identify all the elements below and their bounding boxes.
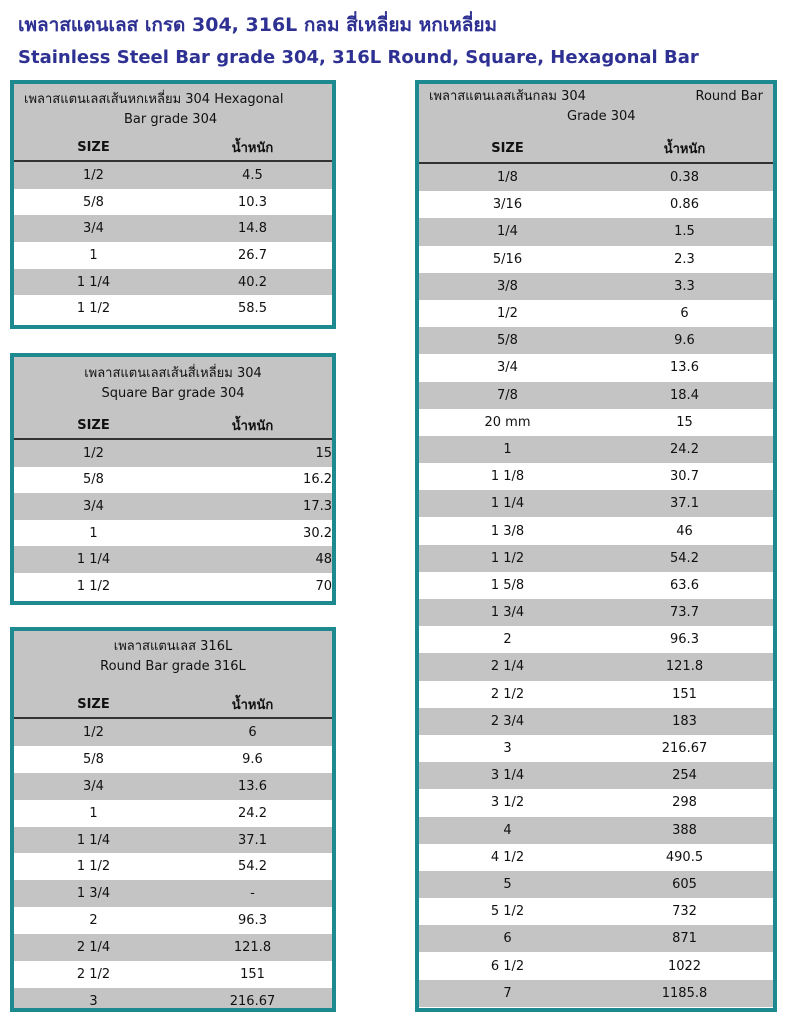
size-cell: 1 bbox=[89, 525, 98, 541]
weight-cell: 24.2 bbox=[670, 441, 699, 457]
weight-cell: 9.6 bbox=[242, 751, 263, 767]
table-header bbox=[14, 691, 332, 719]
table-caption bbox=[419, 84, 773, 134]
weight-cell: 40.2 bbox=[238, 274, 267, 290]
caption-right-label: Round Bar bbox=[695, 89, 763, 104]
weight-cell: 216.67 bbox=[661, 741, 708, 757]
table-row bbox=[14, 746, 332, 773]
weight-cell: 73.7 bbox=[670, 605, 699, 621]
size-cell: 1 1/8 bbox=[490, 469, 525, 485]
weight-cell: 13.6 bbox=[670, 360, 699, 376]
caption-line-2: Grade 304 bbox=[567, 109, 636, 124]
weight-cell: 121.8 bbox=[233, 940, 272, 956]
table-row bbox=[14, 295, 332, 322]
table-row bbox=[419, 218, 773, 245]
size-cell: 2 bbox=[503, 632, 512, 648]
weight-cell: 183 bbox=[672, 713, 697, 729]
weight-cell: 1022 bbox=[667, 958, 702, 974]
table-row bbox=[14, 493, 332, 520]
table-row bbox=[419, 681, 773, 708]
size-cell: 1/8 bbox=[497, 170, 518, 186]
page-title-english: Stainless Steel Bar grade 304, 316L Round, Square, Hexagonal Bar bbox=[18, 47, 699, 68]
size-cell: 2 bbox=[89, 913, 98, 929]
weight-cell: 16.2 bbox=[303, 472, 332, 488]
size-cell: 5 bbox=[503, 876, 512, 892]
caption-line-1: เพลาสแตนเลสเส้นกลม 304 bbox=[429, 89, 586, 104]
weight-cell: 298 bbox=[672, 795, 697, 811]
weight-cell: 4.5 bbox=[242, 167, 263, 183]
weight-cell: 490.5 bbox=[665, 849, 704, 865]
square-bar-table bbox=[10, 353, 336, 605]
caption-line-2: Round Bar grade 316L bbox=[100, 659, 246, 674]
table-header bbox=[14, 134, 332, 162]
table-row bbox=[14, 827, 332, 854]
size-cell: 7 bbox=[503, 985, 512, 1001]
table-row bbox=[14, 215, 332, 242]
size-column-header: SIZE bbox=[77, 417, 110, 433]
weight-cell: 10.3 bbox=[238, 194, 267, 210]
size-cell: 1 bbox=[89, 805, 98, 821]
size-cell: 1 3/8 bbox=[490, 523, 525, 539]
size-cell: 3 bbox=[89, 993, 98, 1009]
weight-cell: 121.8 bbox=[665, 659, 704, 675]
table-row bbox=[419, 490, 773, 517]
table-header bbox=[14, 412, 332, 440]
weight-cell: 26.7 bbox=[238, 247, 267, 263]
size-cell: 1 bbox=[503, 441, 512, 457]
size-cell: 5/8 bbox=[83, 194, 104, 210]
table-row bbox=[419, 463, 773, 490]
size-cell: 2 1/4 bbox=[76, 940, 111, 956]
size-cell: 20 mm bbox=[484, 414, 531, 430]
size-cell: 1 1/4 bbox=[490, 496, 525, 512]
size-cell: 1/2 bbox=[83, 167, 104, 183]
size-cell: 6 1/2 bbox=[490, 958, 525, 974]
table-row bbox=[14, 800, 332, 827]
weight-cell: 58.5 bbox=[238, 301, 267, 317]
size-cell: 1 3/4 bbox=[490, 605, 525, 621]
size-cell: 5/8 bbox=[83, 751, 104, 767]
table-row bbox=[419, 382, 773, 409]
weight-cell: 37.1 bbox=[238, 832, 267, 848]
size-cell: 3 1/4 bbox=[490, 768, 525, 784]
weight-column-header: น้ำหนัก bbox=[231, 697, 274, 713]
table-row bbox=[14, 934, 332, 961]
table-row bbox=[14, 961, 332, 988]
weight-cell: 15 bbox=[315, 445, 332, 461]
table-row bbox=[419, 164, 773, 191]
caption-line-2: Square Bar grade 304 bbox=[101, 386, 245, 401]
table-row bbox=[14, 880, 332, 907]
size-cell: 1 1/4 bbox=[76, 832, 111, 848]
size-cell: 5/8 bbox=[83, 472, 104, 488]
size-cell: 1/4 bbox=[497, 224, 518, 240]
weight-cell: 1185.8 bbox=[661, 985, 708, 1001]
weight-cell: 46 bbox=[676, 523, 693, 539]
table-row bbox=[14, 988, 332, 1012]
caption-line-2: Bar grade 304 bbox=[124, 112, 218, 127]
table-row bbox=[419, 354, 773, 381]
table-row bbox=[14, 269, 332, 296]
table-row bbox=[419, 871, 773, 898]
table-row bbox=[419, 817, 773, 844]
table-caption bbox=[14, 357, 332, 412]
round-bar-304-table bbox=[415, 80, 777, 1012]
table-caption bbox=[14, 631, 332, 691]
weight-cell: 2.3 bbox=[674, 251, 695, 267]
size-cell: 1 3/4 bbox=[76, 886, 111, 902]
table-body bbox=[14, 162, 332, 322]
size-cell: 1 1/2 bbox=[76, 301, 111, 317]
weight-cell: 388 bbox=[672, 822, 697, 838]
size-cell: 1/2 bbox=[83, 445, 104, 461]
hexagonal-bar-table bbox=[10, 80, 336, 329]
table-row bbox=[419, 300, 773, 327]
table-body bbox=[419, 164, 773, 1007]
weight-cell: 6 bbox=[248, 724, 257, 740]
size-cell: 5/8 bbox=[497, 333, 518, 349]
weight-cell: 63.6 bbox=[670, 577, 699, 593]
table-row bbox=[419, 789, 773, 816]
size-cell: 5 1/2 bbox=[490, 904, 525, 920]
caption-line-1: เพลาสแตนเลสเส้นหกเหลี่ยม 304 Hexagonal bbox=[24, 92, 284, 107]
size-cell: 3 1/2 bbox=[490, 795, 525, 811]
size-cell: 1 5/8 bbox=[490, 577, 525, 593]
weight-cell: 54.2 bbox=[670, 550, 699, 566]
weight-cell: 14.8 bbox=[238, 221, 267, 237]
table-row bbox=[14, 520, 332, 547]
table-row bbox=[419, 599, 773, 626]
size-cell: 2 3/4 bbox=[490, 713, 525, 729]
table-row bbox=[419, 762, 773, 789]
weight-column-header: น้ำหนัก bbox=[231, 418, 274, 434]
weight-cell: 6 bbox=[680, 306, 689, 322]
weight-cell: 216.67 bbox=[229, 993, 276, 1009]
table-row bbox=[419, 246, 773, 273]
weight-cell: 30.7 bbox=[670, 469, 699, 485]
table-row bbox=[14, 467, 332, 494]
table-row bbox=[14, 773, 332, 800]
size-cell: 3/8 bbox=[497, 278, 518, 294]
weight-cell: 871 bbox=[672, 931, 697, 947]
size-cell: 2 1/2 bbox=[76, 966, 111, 982]
size-cell: 1 1/4 bbox=[76, 552, 111, 568]
weight-cell: 1.5 bbox=[674, 224, 695, 240]
size-cell: 3/4 bbox=[497, 360, 518, 376]
table-body bbox=[14, 440, 332, 600]
weight-column-header: น้ำหนัก bbox=[231, 140, 274, 156]
weight-cell: - bbox=[250, 886, 255, 902]
table-row bbox=[419, 517, 773, 544]
size-cell: 5/16 bbox=[492, 251, 523, 267]
size-cell: 4 bbox=[503, 822, 512, 838]
weight-cell: 0.38 bbox=[670, 170, 699, 186]
size-cell: 3/16 bbox=[492, 197, 523, 213]
table-row bbox=[419, 844, 773, 871]
weight-cell: 15 bbox=[676, 414, 693, 430]
table-row bbox=[419, 898, 773, 925]
table-row bbox=[14, 546, 332, 573]
table-row bbox=[14, 907, 332, 934]
table-row bbox=[419, 409, 773, 436]
weight-cell: 13.6 bbox=[238, 778, 267, 794]
weight-cell: 0.86 bbox=[670, 197, 699, 213]
weight-cell: 151 bbox=[672, 686, 697, 702]
weight-cell: 254 bbox=[672, 768, 697, 784]
size-cell: 3/4 bbox=[83, 498, 104, 514]
table-row bbox=[419, 952, 773, 979]
weight-column-header: น้ำหนัก bbox=[663, 141, 706, 157]
size-column-header: SIZE bbox=[77, 139, 110, 155]
table-row bbox=[419, 653, 773, 680]
table-row bbox=[14, 162, 332, 189]
size-cell: 3/4 bbox=[83, 221, 104, 237]
weight-cell: 151 bbox=[240, 966, 265, 982]
weight-cell: 605 bbox=[672, 876, 697, 892]
table-header bbox=[419, 134, 773, 164]
size-cell: 1 1/2 bbox=[76, 859, 111, 875]
weight-cell: 30.2 bbox=[303, 525, 332, 541]
weight-cell: 70 bbox=[315, 578, 332, 594]
table-row bbox=[419, 572, 773, 599]
table-body bbox=[14, 719, 332, 1012]
table-row bbox=[419, 273, 773, 300]
size-column-header: SIZE bbox=[491, 140, 524, 156]
weight-cell: 9.6 bbox=[674, 333, 695, 349]
weight-cell: 3.3 bbox=[674, 278, 695, 294]
caption-line-1: เพลาสแตนเลสเส้นสี่เหลี่ยม 304 bbox=[84, 366, 262, 381]
size-cell: 2 1/2 bbox=[490, 686, 525, 702]
size-cell: 1 1/2 bbox=[76, 578, 111, 594]
size-cell: 1/2 bbox=[497, 306, 518, 322]
size-cell: 2 1/4 bbox=[490, 659, 525, 675]
weight-cell: 54.2 bbox=[238, 859, 267, 875]
size-cell: 1/2 bbox=[83, 724, 104, 740]
table-row bbox=[419, 980, 773, 1007]
weight-cell: 18.4 bbox=[670, 387, 699, 403]
size-cell: 1 bbox=[89, 247, 98, 263]
size-cell: 4 1/2 bbox=[490, 849, 525, 865]
size-cell: 6 bbox=[503, 931, 512, 947]
size-cell: 7/8 bbox=[497, 387, 518, 403]
table-row bbox=[14, 242, 332, 269]
size-cell: 1 1/2 bbox=[490, 550, 525, 566]
weight-cell: 37.1 bbox=[670, 496, 699, 512]
table-row bbox=[419, 626, 773, 653]
weight-cell: 17.3 bbox=[303, 498, 332, 514]
weight-cell: 24.2 bbox=[238, 805, 267, 821]
table-row bbox=[14, 853, 332, 880]
size-cell: 1 1/4 bbox=[76, 274, 111, 290]
size-column-header: SIZE bbox=[77, 696, 110, 712]
page-title-thai: เพลาสแตนเลส เกรด 304, 316L กลม สี่เหลี่ยม หกเหลี่ยม bbox=[18, 14, 498, 36]
table-row bbox=[419, 327, 773, 354]
caption-line-1: เพลาสแตนเลส 316L bbox=[113, 639, 233, 654]
table-row bbox=[419, 191, 773, 218]
table-row bbox=[419, 436, 773, 463]
table-row bbox=[14, 440, 332, 467]
round-bar-316l-table bbox=[10, 627, 336, 1012]
table-row bbox=[14, 719, 332, 746]
table-row bbox=[419, 545, 773, 572]
weight-cell: 732 bbox=[672, 904, 697, 920]
weight-cell: 96.3 bbox=[238, 913, 267, 929]
table-row bbox=[419, 925, 773, 952]
table-row bbox=[419, 735, 773, 762]
size-cell: 3 bbox=[503, 741, 512, 757]
size-cell: 3/4 bbox=[83, 778, 104, 794]
table-row bbox=[419, 708, 773, 735]
weight-cell: 48 bbox=[315, 552, 332, 568]
weight-cell: 96.3 bbox=[670, 632, 699, 648]
table-row bbox=[14, 573, 332, 600]
table-row bbox=[14, 189, 332, 216]
